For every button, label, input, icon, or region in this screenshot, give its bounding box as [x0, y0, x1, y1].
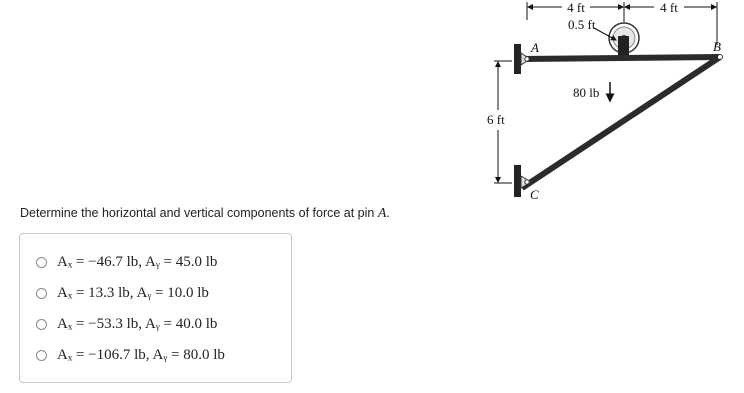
dim-vertical: 6 ft — [487, 112, 505, 127]
option-3-label: Aₓ = −53.3 lb, Aᵧ = 40.0 lb — [57, 315, 218, 332]
question-body: Determine the horizontal and vertical components of force at pin — [20, 206, 378, 220]
option-1[interactable] — [36, 250, 217, 274]
question-variable: A — [377, 206, 387, 221]
question-end: . — [386, 206, 390, 220]
radio-button[interactable] — [36, 350, 47, 361]
dim-pulley-radius: 0.5 ft — [568, 17, 596, 32]
option-3[interactable] — [36, 312, 217, 336]
label-b: B — [713, 39, 721, 54]
load-label: 80 lb — [573, 85, 600, 100]
pin-support-a — [514, 44, 530, 74]
vertical-dimension — [487, 61, 512, 183]
radio-button[interactable] — [36, 319, 47, 330]
member-ab — [522, 57, 720, 59]
option-4-label: Aₓ = −106.7 lb, Aᵧ = 80.0 lb — [57, 346, 225, 363]
label-a: A — [531, 40, 539, 55]
option-2-label: Aₓ = 13.3 lb, Aᵧ = 10.0 lb — [57, 284, 209, 301]
pulley — [609, 23, 639, 60]
option-1-label: Aₓ = −46.7 lb, Aᵧ = 45.0 lb — [57, 253, 218, 270]
radio-button[interactable] — [36, 288, 47, 299]
frame-figure — [470, 0, 744, 210]
dim-top-left: 4 ft — [567, 0, 585, 15]
pin-support-c — [514, 165, 531, 197]
dim-top-right: 4 ft — [660, 0, 678, 15]
member-cb — [522, 57, 720, 188]
radio-button[interactable] — [36, 257, 47, 268]
answer-options — [19, 233, 292, 383]
question-text — [20, 206, 390, 222]
pin-b — [718, 55, 723, 60]
option-2[interactable] — [36, 281, 209, 305]
label-c: C — [530, 187, 539, 202]
option-4[interactable] — [36, 343, 225, 367]
